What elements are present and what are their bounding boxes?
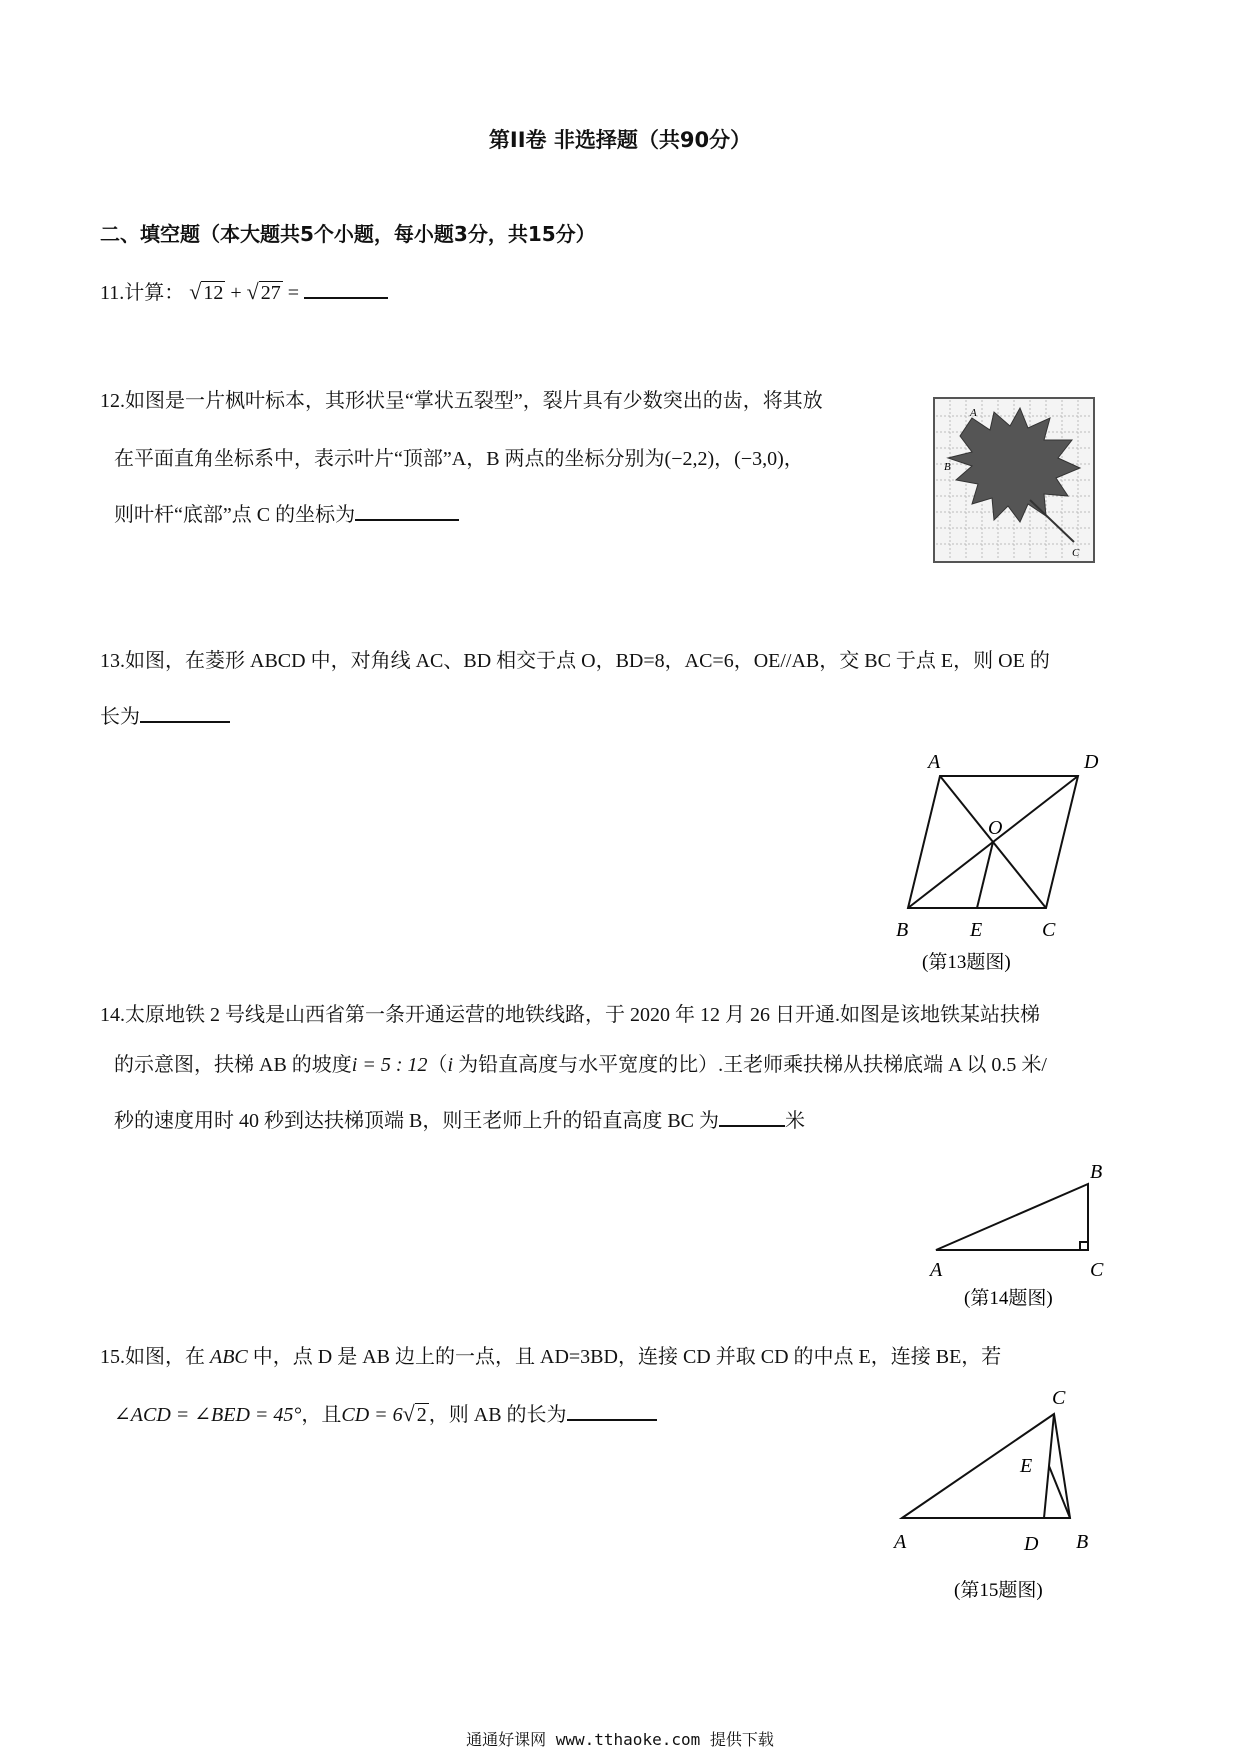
triangle-abc [936, 1184, 1088, 1250]
label-b: B [1090, 1161, 1103, 1183]
q12-line3: 则叶杆“底部”点 C 的坐标为 [114, 498, 459, 527]
coord-b: (−3,0) [734, 448, 784, 470]
label-d: D [1084, 751, 1099, 773]
page-footer: 通通好课网 www.tthaoke.com 提供下载 [466, 1730, 774, 1749]
sqrt-12: √ 12 [189, 279, 224, 304]
triangle-15-figure [880, 1386, 1120, 1606]
label-o: O [988, 817, 1003, 839]
figure-15-caption: (第15题图) [954, 1580, 1043, 1601]
label-b: B [896, 919, 909, 941]
label-c: C [1072, 547, 1080, 559]
question-11 [100, 276, 388, 305]
label-c: C [1042, 919, 1056, 941]
triangle-abc-text: ABC [210, 1346, 248, 1368]
q13-line2: 长为 [100, 700, 230, 729]
escalator-figure [920, 1158, 1120, 1308]
answer-blank-11[interactable] [304, 279, 388, 299]
label-a: A [930, 1259, 943, 1281]
q15-line2: ∠ACD = ∠BED = 45°，且CD = 6 √ 2 ，则 AB 的长为 [114, 1398, 657, 1427]
maple-leaf-figure [932, 396, 1098, 566]
answer-blank-15[interactable] [567, 1401, 657, 1421]
right-angle-mark [1080, 1242, 1088, 1250]
sqrt-2: √ 2 [402, 1401, 427, 1426]
figure-14-caption: (第14题图) [964, 1288, 1053, 1308]
figure-13-caption: (第13题图) [922, 952, 1011, 973]
q11-prefix: 11.计算： [100, 282, 185, 304]
sqrt-27: √ 27 [246, 279, 281, 304]
q14-line3: 秒的速度用时 40 秒到达扶梯顶端 B，则王老师上升的铅直高度 BC 为 米 [114, 1104, 805, 1133]
q13-line1: 13.如图，在菱形 ABCD 中，对角线 AC、BD 相交于点 O，BD=8，AC=6，OE//AB，交 BC 于点 E，则 OE 的 [100, 650, 1050, 672]
label-a: A [970, 407, 977, 419]
q12-line2: 在平面直角坐标系中，表示叶片“顶部”A，B 两点的坐标分别为(−2,2)，(−3,0)， [114, 448, 804, 470]
part-title: 第II卷 非选择题（共90分） [488, 128, 752, 152]
label-c: C [1090, 1259, 1104, 1281]
answer-blank-12[interactable] [355, 501, 459, 521]
answer-blank-14[interactable] [719, 1107, 785, 1127]
label-e: E [970, 919, 983, 941]
plus-sign: + [230, 282, 242, 304]
coord-a: (−2,2) [664, 448, 715, 470]
label-a: A [928, 751, 941, 773]
label-e: E [1020, 1455, 1033, 1477]
rhombus-figure [880, 746, 1130, 976]
q14-line1: 14.太原地铁 2 号线是山西省第一条开通运营的地铁线路，于 2020 年 12 月 26 日开通.如图是该地铁某站扶梯 [100, 1004, 1040, 1026]
label-c: C [1052, 1387, 1066, 1409]
q12-line1: 12.如图是一片枫叶标本，其形状呈“掌状五裂型”，裂片具有少数突出的齿，将其放 [100, 390, 823, 412]
label-a: A [894, 1531, 907, 1553]
label-d: D [1024, 1533, 1039, 1555]
equals-sign: = [287, 282, 299, 304]
q14-line2: 的示意图，扶梯 AB 的坡度i = 5 : 12（i 为铅直高度与水平宽度的比）.王老师乘扶梯从扶梯底端 A 以 0.5 米/ [114, 1054, 1047, 1076]
label-b: B [944, 461, 951, 473]
angle-equation: ∠ACD = ∠BED = 45° [114, 1404, 302, 1426]
label-b: B [1076, 1531, 1089, 1553]
slope-ratio: i = 5 : 12 [351, 1054, 428, 1076]
section-heading: 二、填空题（本大题共5个小题，每小题3分，共15分） [100, 222, 596, 246]
cd-value: CD = 6 [341, 1404, 403, 1426]
answer-blank-13[interactable] [140, 703, 230, 723]
q15-line1: 15.如图，在 ABC 中，点 D 是 AB 边上的一点，且 AD=3BD，连接 CD 并取 CD 的中点 E，连接 BE，若 [100, 1346, 1002, 1368]
